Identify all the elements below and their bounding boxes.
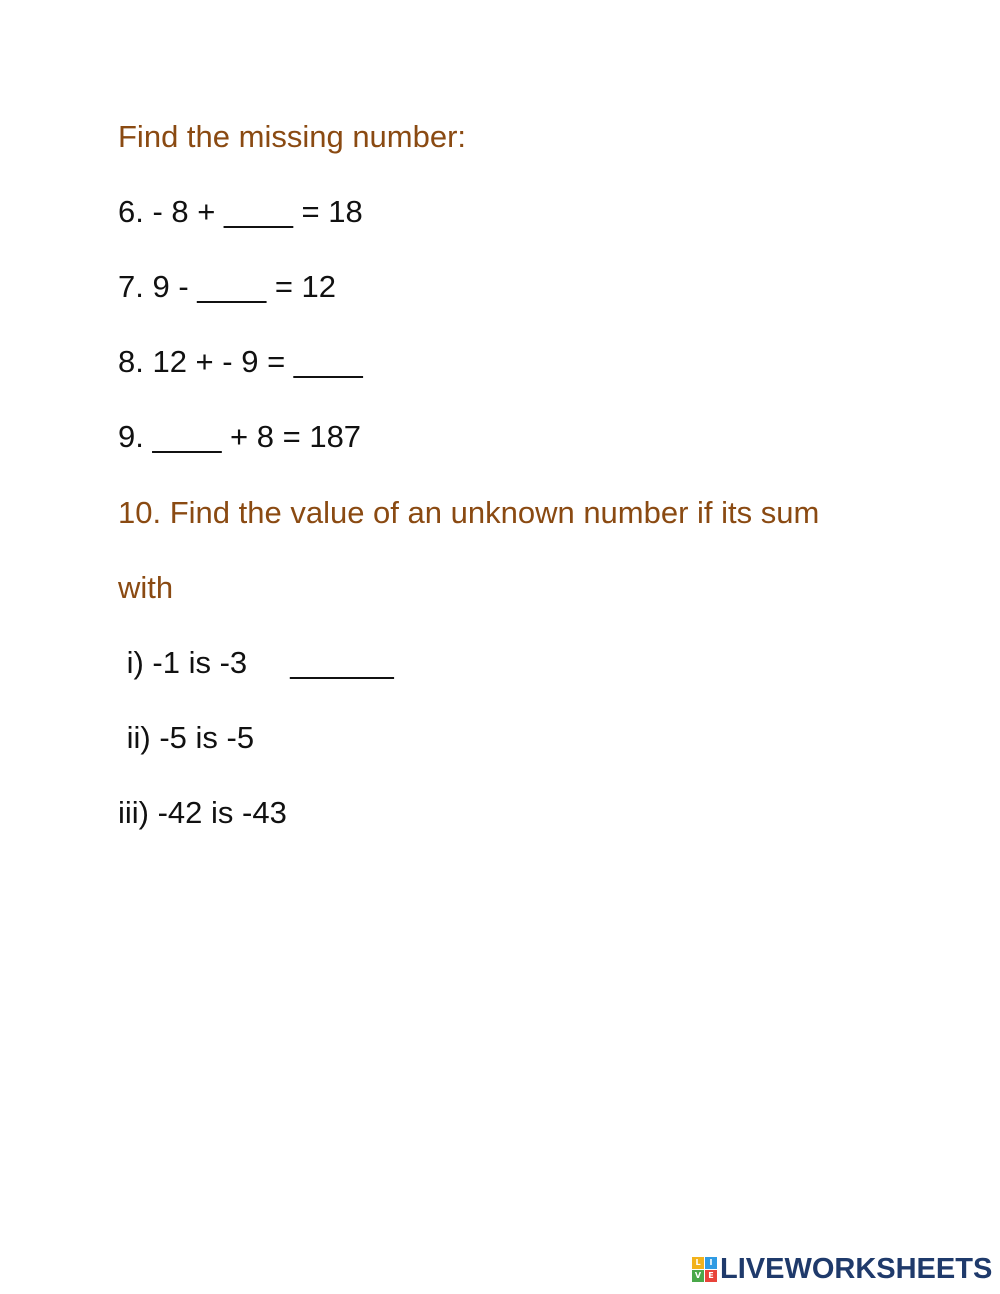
logo-blocks-icon	[692, 1257, 717, 1282]
logo-text: LIVEWORKSHEETS	[720, 1252, 993, 1285]
question-7: 7. 9 - ____ = 12	[118, 269, 337, 304]
logo-block-v: V	[692, 1270, 704, 1282]
question-9: 9. ____ + 8 = 187	[118, 419, 362, 454]
liveworksheets-logo	[692, 1254, 992, 1284]
question-6: 6. - 8 + ____ = 18	[118, 194, 363, 229]
question-10-line-1: 10. Find the value of an unknown number if its sum	[118, 495, 820, 530]
question-10-line-2: with	[118, 570, 174, 605]
logo-block-e: E	[705, 1270, 717, 1282]
logo-block-i: I	[705, 1257, 717, 1269]
question-8: 8. 12 + - 9 = ____	[118, 344, 363, 379]
logo-block-l: L	[692, 1257, 704, 1269]
worksheet-heading: Find the missing number:	[118, 119, 467, 154]
sub-item-iii: iii) -42 is -43	[118, 795, 287, 830]
sub-item-i: i) -1 is -3 ______	[118, 645, 394, 680]
sub-item-ii: ii) -5 is -5	[118, 720, 255, 755]
